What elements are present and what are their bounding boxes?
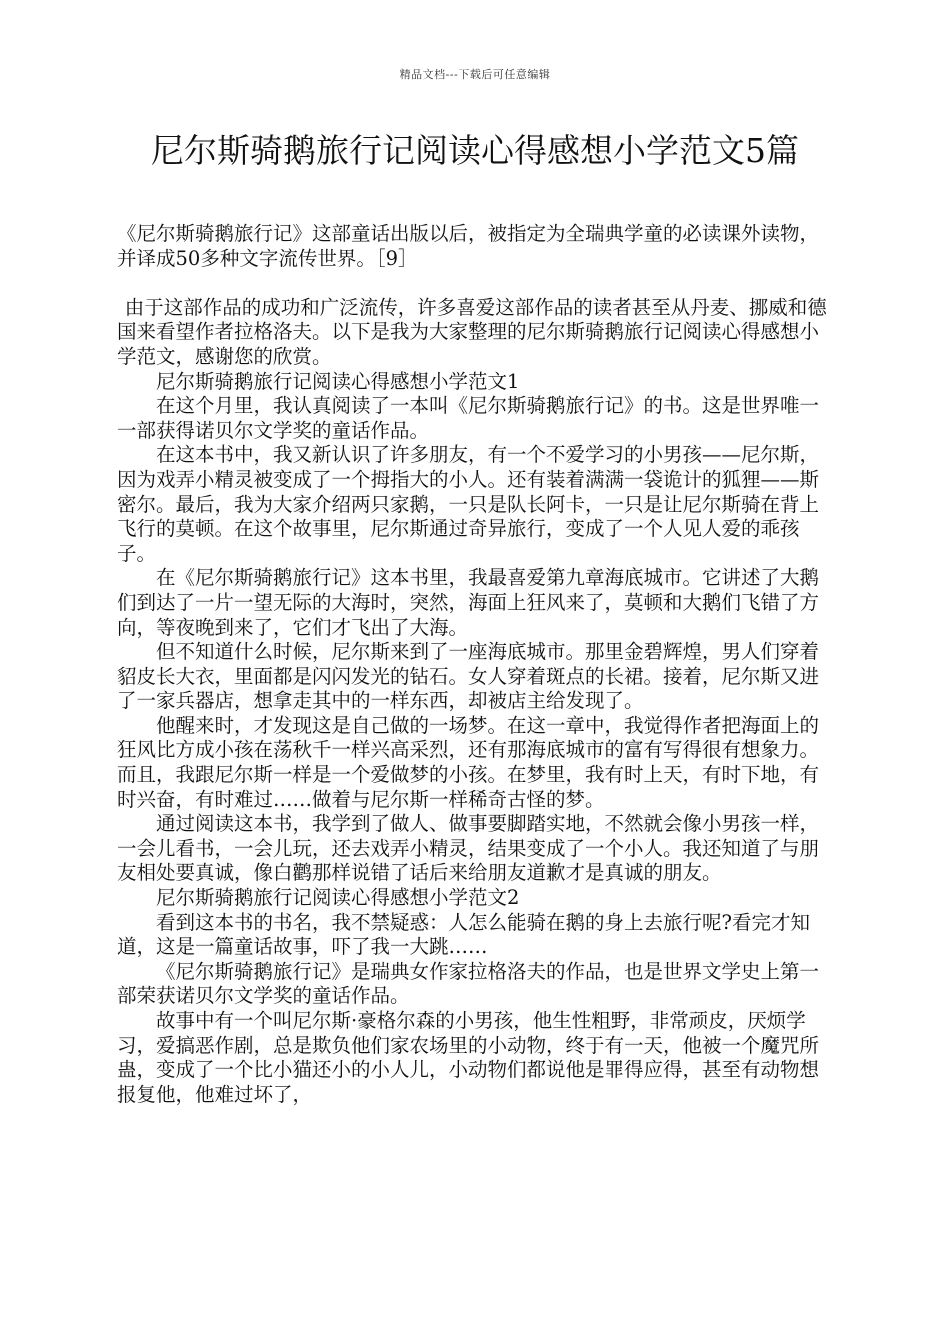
page-title: 尼尔斯骑鹅旅行记阅读心得感想小学范文5篇: [151, 131, 799, 170]
section-2-heading: 尼尔斯骑鹅旅行记阅读心得感想小学范文2: [156, 886, 520, 910]
section-2-paragraph: 看到这本书的书名，我不禁疑惑：人怎么能骑在鹅的身上去旅行呢?看完才知道，这是一篇童话故事，吓了我一大跳……: [117, 910, 810, 959]
paragraph-gap: [117, 271, 833, 296]
section-2-paragraph: 故事中有一个叫尼尔斯·豪格尔森的小男孩，他生性粗野，非常顽皮，厌烦学习，爱搞恶作剧，总是欺负他们家农场里的小动物，终于有一天，他被一个魔咒所蛊，变成了一个比小猫还小的小人儿，小动物们都说他是罪得应得，甚至有动物想报复他，他难过坏了，: [117, 1009, 820, 1106]
intro-paragraph: 《尼尔斯骑鹅旅行记》这部童话出版以后，被指定为全瑞典学童的必读课外读物，并译成50多种文字流传世界。［9］: [117, 222, 820, 270]
header-note: 精品文档---下载后可任意编辑: [399, 68, 551, 81]
section-1-paragraph: 他醒来时，才发现这是自己做的一场梦。在这一章中，我觉得作者把海面上的狂风比方成小孩在荡秋千一样兴高采烈，还有那海底城市的富有写得很有想象力。而且，我跟尼尔斯一样是一个爱做梦的小孩。在梦里，我有时上天，有时下地，有时兴奋，有时难过……做着与尼尔斯一样稀奇古怪的梦。: [117, 713, 820, 811]
document-body: [117, 222, 833, 1107]
section-1-paragraph: 在这个月里，我认真阅读了一本叫《尼尔斯骑鹅旅行记》的书。这是世界唯一一部获得诺贝尔文学奖的童话作品。: [117, 394, 820, 442]
section-1-paragraph: 但不知道什么时候，尼尔斯来到了一座海底城市。那里金碧辉煌，男人们穿着貂皮长大衣，里面都是闪闪发光的钻石。女人穿着斑点的长裙。接着，尼尔斯又进了一家兵器店，想拿走其中的一样东西，却被店主给发现了。: [117, 640, 820, 713]
section-1-paragraph: 在《尼尔斯骑鹅旅行记》这本书里，我最喜爱第九章海底城市。它讲述了大鹅们到达了一片一望无际的大海时，突然，海面上狂风来了，莫顿和大鹅们飞错了方向，等夜晚到来了，它们才飞出了大海。: [117, 566, 820, 639]
section-1-heading: 尼尔斯骑鹅旅行记阅读心得感想小学范文1: [156, 369, 520, 393]
section-1-paragraph: 通过阅读这本书，我学到了做人、做事要脚踏实地，不然就会像小男孩一样，一会儿看书，一会儿玩，还去戏弄小精灵，结果变成了一个小人。我还知道了与朋友相处要真诚，像白鹳那样说错了话后来给朋友道歉才是真诚的朋友。: [117, 812, 820, 885]
section-2-paragraph: 《尼尔斯骑鹅旅行记》是瑞典女作家拉格洛夫的作品，也是世界文学史上第一部荣获诺贝尔文学奖的童话作品。: [117, 959, 820, 1008]
section-1-paragraph: 在这本书中，我又新认识了许多朋友，有一个不爱学习的小男孩——尼尔斯，因为戏弄小精灵被变成了一个拇指大的小人。还有装着满满一袋诡计的狐狸——斯密尔。最后，我为大家介绍两只家鹅，一只是队长阿卡，一只是让尼尔斯骑在背上飞行的莫顿。在这个故事里，尼尔斯通过奇异旅行，变成了一个人见人爱的乖孩子。: [117, 443, 820, 565]
intro-paragraph-2: 由于这部作品的成功和广泛流传，许多喜爱这部作品的读者甚至从丹麦、挪威和德国来看望作者拉格洛夫。以下是我为大家整理的尼尔斯骑鹅旅行记阅读心得感想小学范文，感谢您的欣赏。: [117, 295, 827, 368]
